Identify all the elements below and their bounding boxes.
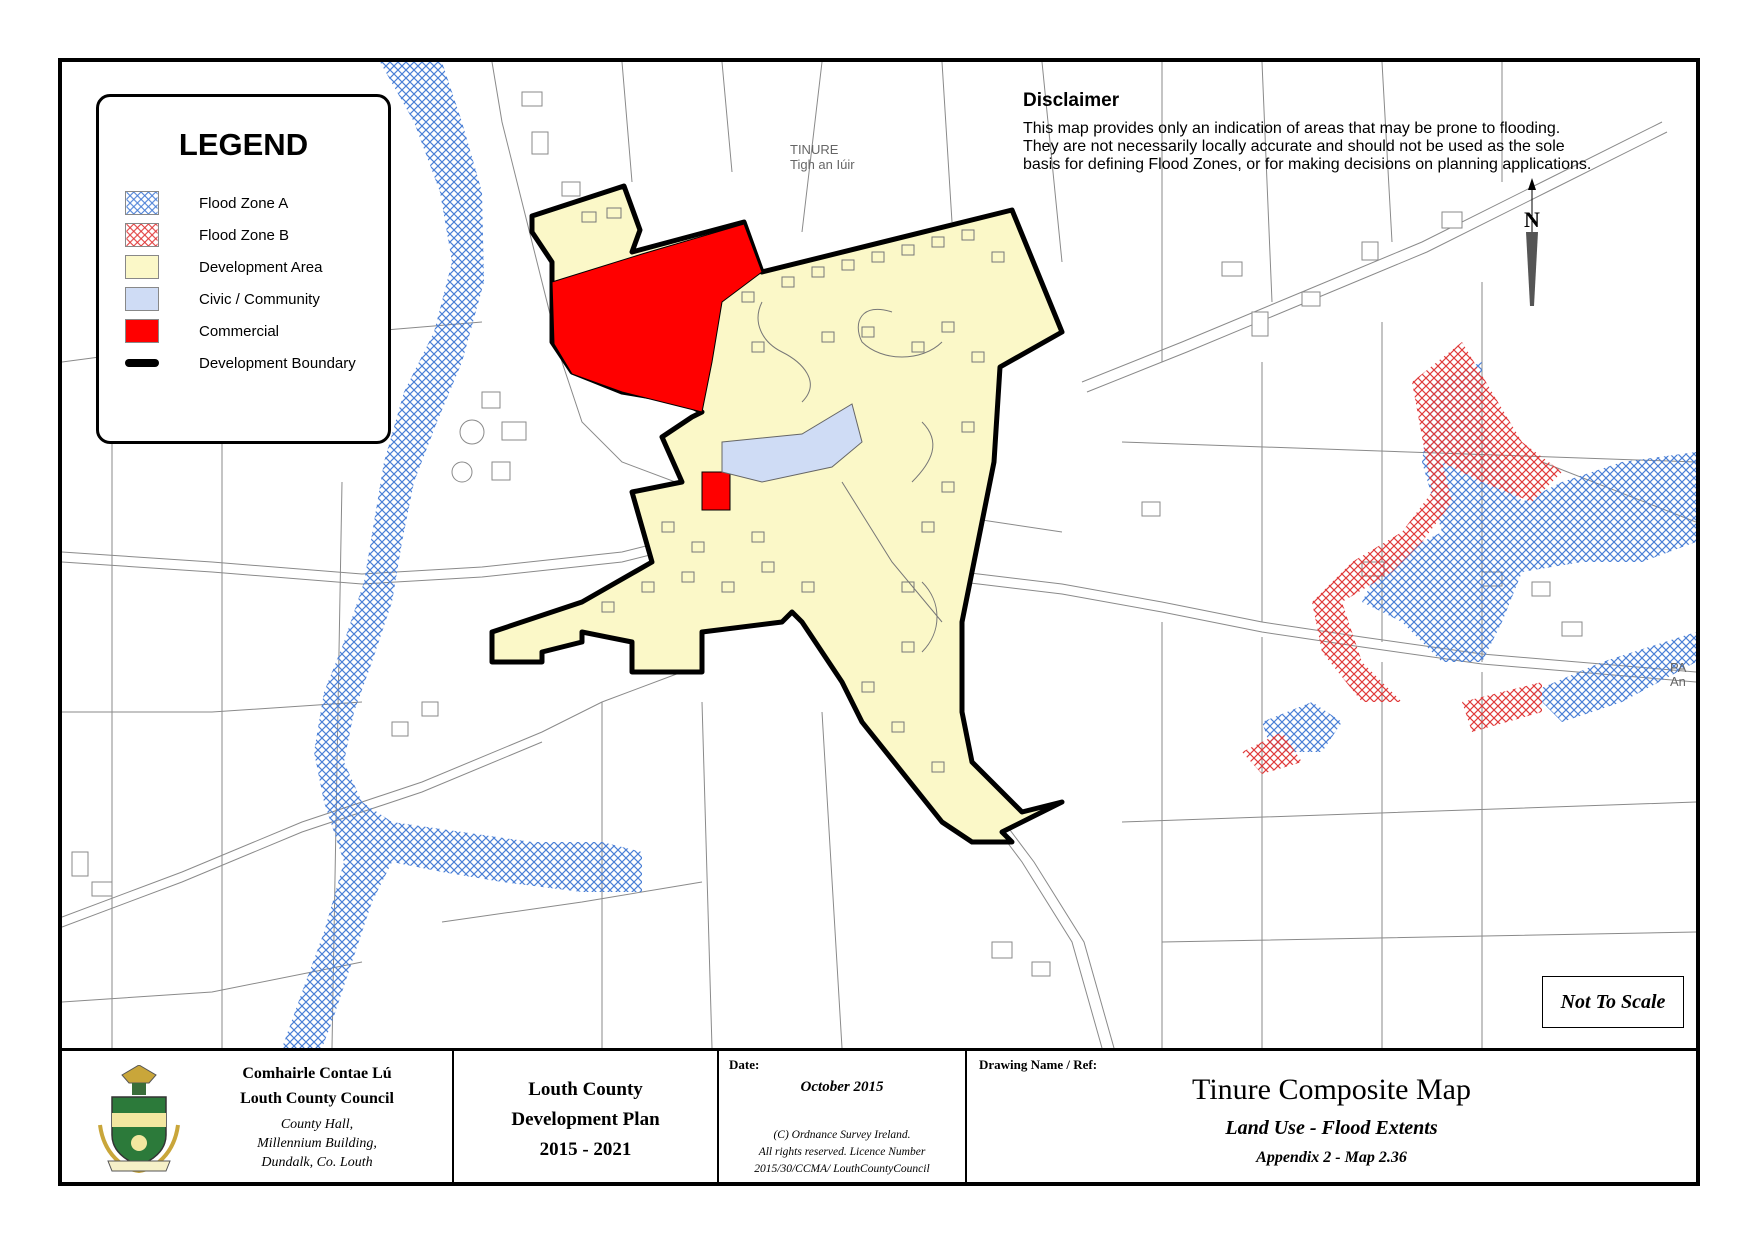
flood-zone-a-swatch-icon (125, 191, 159, 215)
civic-community-swatch-icon (125, 287, 159, 311)
legend-item-civic-community (125, 285, 320, 313)
disclaimer-text (1023, 120, 1683, 174)
legend-item-development-area (125, 253, 322, 281)
legend (96, 94, 391, 444)
council-cell (62, 1051, 454, 1182)
council-name-english: Louth County Council (240, 1090, 394, 1107)
copyright-line: 2015/30/CCMA/ LouthCountyCouncil (754, 1163, 930, 1175)
development-area-swatch-icon (125, 255, 159, 279)
address-line: County Hall, (280, 1117, 354, 1132)
map-subtitle: Land Use - Flood Extents (1225, 1117, 1438, 1139)
place-label-pa: PA (1670, 660, 1687, 675)
legend-item-development-boundary (125, 349, 356, 377)
map-title: Tinure Composite Map (1192, 1073, 1471, 1106)
development-boundary-swatch-icon (125, 359, 159, 367)
plan-line: Louth County (528, 1079, 643, 1100)
flood-zone-b-south (1462, 682, 1542, 732)
date-cell (719, 1051, 967, 1182)
drawing-name-label: Drawing Name / Ref: (979, 1057, 1098, 1072)
council-name (192, 1061, 442, 1111)
address-line: Millennium Building, (257, 1136, 377, 1151)
commercial-swatch-icon (125, 319, 159, 343)
legend-item-flood-zone-b (125, 221, 289, 249)
legend-label: Flood Zone A (199, 194, 289, 212)
legend-label: Development Boundary (199, 354, 356, 372)
council-address (192, 1115, 442, 1172)
disclaimer-line: basis for defining Flood Zones, or for making decisions on planning applications. (1023, 156, 1592, 173)
plan-line: Development Plan (511, 1109, 660, 1130)
plan-cell (454, 1051, 719, 1182)
title-block (62, 1048, 1696, 1182)
plan-line: 2015 - 2021 (539, 1139, 632, 1160)
flood-zone-b-swatch-icon (125, 223, 159, 247)
commercial-south (702, 472, 730, 510)
council-crest-icon (94, 1065, 184, 1175)
place-label-an: An (1670, 674, 1686, 689)
disclaimer-line: They are not necessarily locally accurate and should not be used as the sole (1023, 138, 1565, 155)
disclaimer-title: Disclaimer (1023, 90, 1120, 111)
date-label: Date: (729, 1057, 760, 1072)
disclaimer-line: This map provides only an indication of areas that may be prone to flooding. (1023, 120, 1561, 137)
drawing-cell (967, 1051, 1696, 1182)
copyright-line: All rights reserved. Licence Number (758, 1146, 926, 1158)
north-label: N (1524, 207, 1540, 232)
legend-item-commercial (125, 317, 279, 345)
legend-label: Development Area (199, 258, 323, 276)
address-line: Dundalk, Co. Louth (261, 1155, 373, 1170)
legend-label: Civic / Community (199, 290, 320, 308)
place-label-tinure: TINURE (790, 142, 839, 157)
council-name-irish: Comhairle Contae Lú (242, 1065, 392, 1082)
map-reference: Appendix 2 - Map 2.36 (1256, 1149, 1407, 1166)
legend-title: LEGEND (178, 127, 309, 162)
map-frame (58, 58, 1700, 1186)
date-value: October 2015 (800, 1079, 884, 1095)
plan-name (454, 1075, 717, 1165)
legend-label: Commercial (199, 322, 280, 340)
copyright-notice (719, 1127, 965, 1178)
flood-zone-a-east (1362, 362, 1696, 662)
copyright-line: (C) Ordnance Survey Ireland. (773, 1129, 911, 1141)
legend-item-flood-zone-a (125, 189, 288, 217)
legend-label: Flood Zone B (199, 226, 290, 244)
not-to-scale-note: Not To Scale (1542, 976, 1684, 1028)
place-label-tinure-irish: Tigh an Iúir (790, 157, 855, 172)
